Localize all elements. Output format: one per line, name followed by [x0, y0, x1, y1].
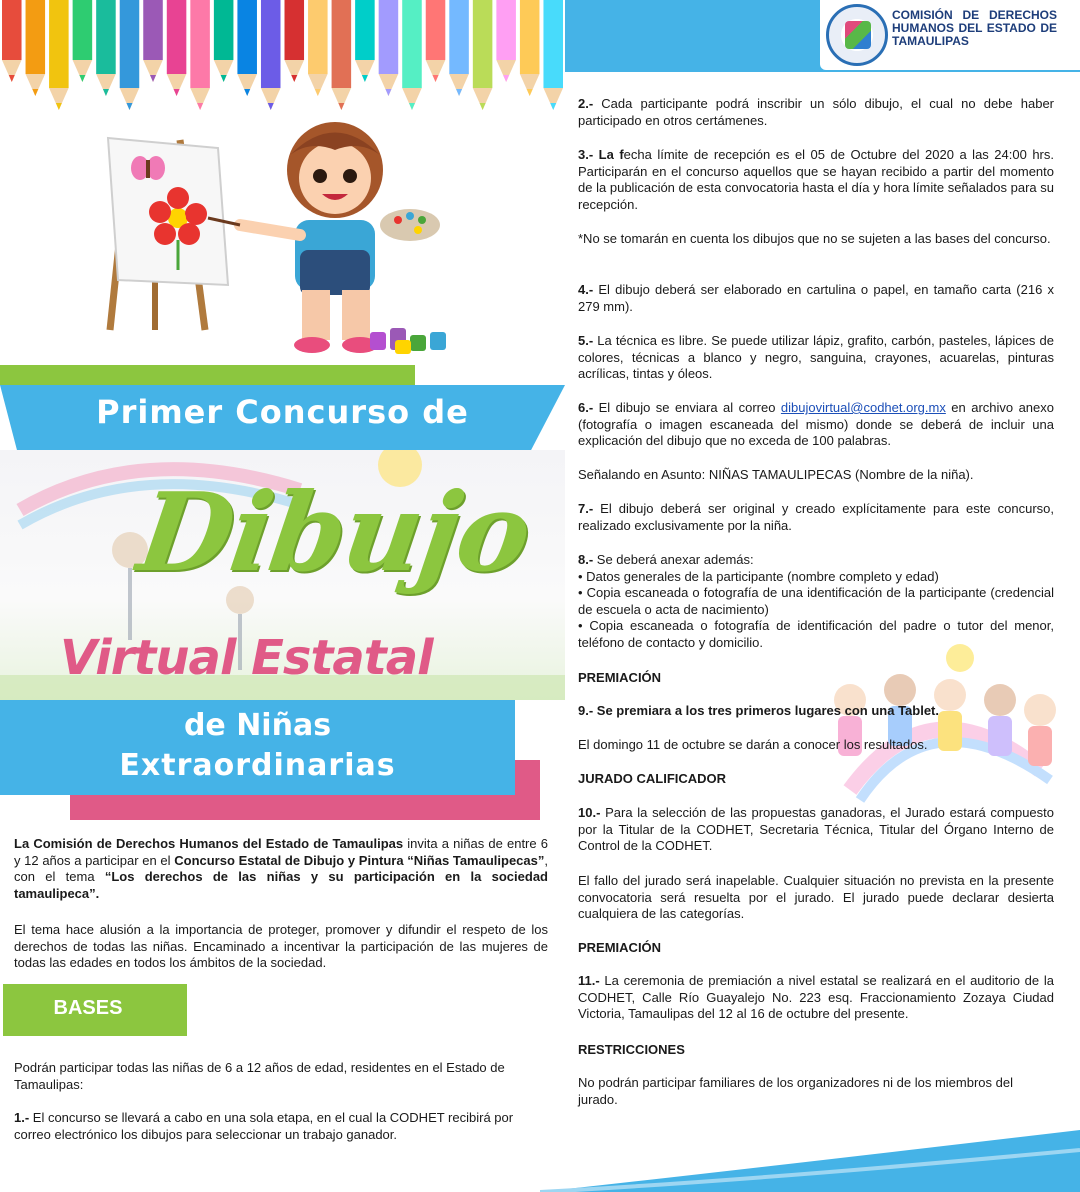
org-name: COMISIÓN DE DERECHOS HUMANOS DEL ESTADO DE TAMAULIPAS [892, 8, 1057, 48]
rule-4-text: El dibujo deberá ser elaborado en cartulina o papel, en tamaño carta (216 x 279 mm). [578, 282, 1054, 314]
rule-7-number: 7.- [578, 501, 594, 516]
poster-title-line3: Virtual Estatal [60, 630, 433, 686]
contest-email-link[interactable]: dibujovirtual@codhet.org.mx [780, 400, 946, 415]
rule-11-text: La ceremonia de premiación a nivel estatal se realizará en el auditorio de la CODHET, Calle Río Guayalejo No. 223 esq. Fraccionamiento Zozaya Ciudad Victoria, Tamaulipas del 12 al 16 de octubre del presente. [578, 973, 1054, 1021]
rule-8-number: 8.- [578, 552, 594, 567]
rule-3 [578, 147, 1054, 213]
rule-2-number: 2.- [578, 96, 594, 111]
girl-painting-illustration [90, 110, 470, 370]
poster-title-line4: de Niñas [183, 708, 332, 743]
ceremony-heading: PREMIACIÓN [578, 940, 662, 955]
rule-1 [14, 1110, 548, 1143]
results-date: El domingo 11 de octubre se darán a conocer los resultados. [578, 737, 928, 752]
jury-heading: JURADO CALIFICADOR [578, 771, 727, 786]
rule-8-bullet-1: • Datos generales de la participante (nombre completo y edad) [578, 568, 939, 584]
children-playing-illustration [790, 640, 1080, 820]
prizes-heading: PREMIACIÓN [578, 670, 662, 685]
colored-pencils-icon [0, 0, 565, 110]
rule-4 [578, 282, 1054, 315]
subject-instruction: Señalando en Asunto: NIÑAS TAMAULIPECAS (Nombre de la niña). [578, 467, 974, 482]
intro-text-2: , con el tema [14, 852, 548, 884]
jury-decision: El fallo del jurado será inapelable. Cualquier situación no prevista en la presente convocatoria será resuelta por el jurado. El jurado puede declarar desierta cualquiera de las categorías. [578, 873, 1054, 921]
intro-text-1: invita a niñas de entre 6 y 12 años a participar en el [14, 836, 548, 868]
rule-1-text: El concurso se llevará a cabo en una sola etapa, en el cual la CODHET recibirá por correo electrónico los dibujos para seleccionar un trabajo ganador. [14, 1110, 514, 1142]
rule-7-text: El dibujo deberá ser original y creado explícitamente para este concurso, realizado exclusivamente por la niña. [578, 501, 1054, 533]
rule-6-text-a: El dibujo se enviara al correo [593, 400, 781, 415]
rule-11-number: 11.- [578, 973, 600, 988]
rule-6 [578, 400, 1054, 450]
rule-8-bullet-2: • Copia escaneada o fotografía de una identificación de la participante (credencial de escuela o acta de nacimiento) [578, 585, 1054, 617]
intro-org: La Comisión de Derechos Humanos del Estado de Tamaulipas [14, 836, 404, 851]
codhet-seal-icon [826, 4, 888, 66]
poster-title-line5: Extraordinarias [119, 748, 396, 783]
bottom-wave-decoration [540, 1130, 1080, 1192]
rule-8-bullet-3: • Copia escaneada o fotografía de identificación del padre o tutor del menor, teléfono de contacto y domicilio. [578, 618, 1054, 650]
intro-paragraph [14, 836, 548, 902]
rule-2-text: Cada participante podrá inscribir un sólo dibujo, el cual no debe haber participado en otros certámenes. [578, 96, 1054, 128]
theme-paragraph: El tema hace alusión a la importancia de proteger, promover y difundir el respeto de los derechos de todas las niñas. Encaminado a incentivar la participación de las mujeres de todas las edades en todos los ámbitos de la sociedad. [14, 922, 548, 970]
rule-10 [578, 805, 1054, 855]
intro-contest: Concurso Estatal de Dibujo y Pintura “Niñas Tamaulipecas” [174, 852, 545, 868]
rule-9: 9.- Se premiara a los tres primeros lugares con una Tablet. [578, 703, 939, 718]
rule-5-number: 5.- [578, 333, 594, 348]
rule-11 [578, 973, 1054, 1023]
eligibility-paragraph: Podrán participar todas las niñas de 6 a 12 años de edad, residentes en el Estado de Tamaulipas: [14, 1060, 505, 1092]
poster-title-script: Dibujo [131, 470, 537, 596]
restrictions-text: No podrán participar familiares de los organizadores ni de los miembros del jurado. [578, 1075, 1013, 1107]
rule-3-number: 3.- La f [578, 147, 624, 162]
green-strip [0, 365, 415, 385]
poster-title-line1: Primer Concurso de [96, 393, 469, 431]
rule-6-number: 6.- [578, 400, 594, 415]
intro-theme: “Los derechos de las niñas y su participación en la sociedad tamaulipeca”. [14, 869, 548, 901]
rule-4-number: 4.- [578, 282, 594, 297]
rule-5-text: La técnica es libre. Se puede utilizar lápiz, grafito, carbón, pasteles, lápices de colores, técnicas a blanco y negro, sanguina, crayones, acuarelas, pinturas acrílicas, tintas y óleos. [578, 333, 1054, 381]
rule-2 [578, 96, 1054, 129]
rule-10-number: 10.- [578, 805, 601, 820]
rule-6-text-b: en archivo anexo (fotografía o imagen escaneada del mismo) donde se deberá de incluir una explicación del dibujo que no exceda de 100 palabras. [578, 400, 1054, 448]
rule-1-number: 1.- [14, 1110, 30, 1125]
rule-5 [578, 333, 1054, 383]
rule-8-text: Se deberá anexar además: [593, 552, 754, 567]
rules-note: *No se tomarán en cuenta los dibujos que no se sujeten a las bases del concurso. [578, 231, 1051, 246]
rule-8 [578, 552, 1054, 651]
restrictions-heading: RESTRICCIONES [578, 1042, 685, 1057]
bases-heading: BASES [53, 997, 123, 1019]
rule-10-text: Para la selección de las propuestas ganadoras, el Jurado estará compuesto por la Titular de la CODHET, Secretaria Técnica, Titular del Órgano Interno de Control de la CODHET. [578, 805, 1054, 853]
rule-7 [578, 501, 1054, 534]
rule-3-text: echa límite de recepción es el 05 de Octubre del 2020 a las 24:00 hrs. Participarán en el concurso aquellos que se hayan recibido a partir del momento de la publicación de esta convocatoria hasta el día y hora límite señalados para su recepción. [578, 147, 1054, 212]
